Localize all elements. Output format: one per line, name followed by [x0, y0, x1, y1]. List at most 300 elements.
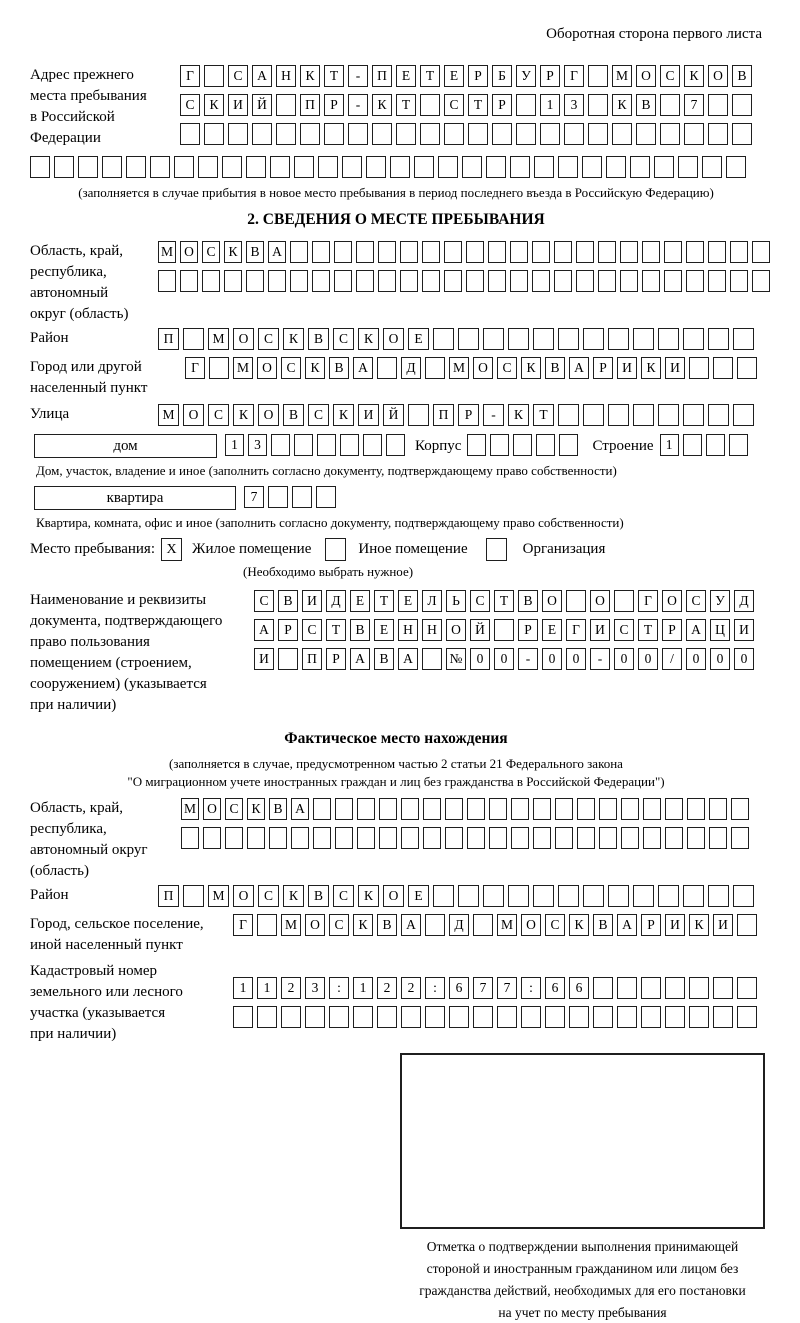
char-cell[interactable]: [158, 270, 176, 292]
char-cell[interactable]: Т: [374, 590, 394, 612]
char-cell[interactable]: [324, 123, 344, 145]
char-cell[interactable]: [752, 270, 770, 292]
char-cell[interactable]: [489, 827, 507, 849]
char-cell[interactable]: Т: [396, 94, 416, 116]
char-cell[interactable]: [246, 270, 264, 292]
char-cell[interactable]: [660, 94, 680, 116]
char-cell[interactable]: №: [446, 648, 466, 670]
char-cell[interactable]: [335, 798, 353, 820]
char-cell[interactable]: [278, 648, 298, 670]
char-cell[interactable]: С: [258, 885, 279, 907]
char-cell[interactable]: [102, 156, 122, 178]
char-cell[interactable]: [444, 123, 464, 145]
char-cell[interactable]: Р: [662, 619, 682, 641]
char-cell[interactable]: Л: [422, 590, 442, 612]
char-cell[interactable]: -: [518, 648, 538, 670]
char-cell[interactable]: [180, 123, 200, 145]
char-cell[interactable]: 0: [710, 648, 730, 670]
char-cell[interactable]: В: [636, 94, 656, 116]
char-cell[interactable]: [408, 404, 429, 426]
char-cell[interactable]: [726, 156, 746, 178]
char-cell[interactable]: [608, 328, 629, 350]
char-cell[interactable]: 0: [494, 648, 514, 670]
char-cell[interactable]: О: [636, 65, 656, 87]
char-cell[interactable]: [400, 241, 418, 263]
char-cell[interactable]: [708, 94, 728, 116]
char-cell[interactable]: [545, 1006, 565, 1028]
char-cell[interactable]: [733, 885, 754, 907]
char-cell[interactable]: К: [358, 328, 379, 350]
char-cell[interactable]: [483, 885, 504, 907]
char-cell[interactable]: А: [401, 914, 421, 936]
char-cell[interactable]: [583, 885, 604, 907]
char-cell[interactable]: Ь: [446, 590, 466, 612]
char-cell[interactable]: [313, 827, 331, 849]
char-cell[interactable]: [414, 156, 434, 178]
char-cell[interactable]: [312, 241, 330, 263]
char-cell[interactable]: [468, 123, 488, 145]
char-cell[interactable]: [555, 798, 573, 820]
char-cell[interactable]: [473, 914, 493, 936]
char-cell[interactable]: [467, 798, 485, 820]
char-cell[interactable]: [357, 827, 375, 849]
char-cell[interactable]: [513, 434, 532, 456]
char-cell[interactable]: [516, 123, 536, 145]
char-cell[interactable]: [422, 270, 440, 292]
char-cell[interactable]: 1: [353, 977, 373, 999]
char-cell[interactable]: [466, 270, 484, 292]
char-cell[interactable]: /: [662, 648, 682, 670]
char-cell[interactable]: [377, 1006, 397, 1028]
char-cell[interactable]: [222, 156, 242, 178]
char-cell[interactable]: [732, 123, 752, 145]
char-cell[interactable]: [462, 156, 482, 178]
char-cell[interactable]: [536, 434, 555, 456]
stay-option-organization-checkbox[interactable]: [486, 538, 507, 561]
char-cell[interactable]: П: [300, 94, 320, 116]
char-cell[interactable]: [386, 434, 405, 456]
char-cell[interactable]: [683, 404, 704, 426]
char-cell[interactable]: М: [449, 357, 469, 379]
char-cell[interactable]: О: [542, 590, 562, 612]
char-cell[interactable]: [608, 885, 629, 907]
char-cell[interactable]: [422, 648, 442, 670]
char-cell[interactable]: С: [228, 65, 248, 87]
char-cell[interactable]: [558, 156, 578, 178]
char-cell[interactable]: С: [329, 914, 349, 936]
char-cell[interactable]: И: [590, 619, 610, 641]
char-cell[interactable]: [225, 827, 243, 849]
char-cell[interactable]: С: [614, 619, 634, 641]
char-cell[interactable]: М: [158, 404, 179, 426]
char-cell[interactable]: [642, 241, 660, 263]
char-cell[interactable]: [270, 156, 290, 178]
stay-option-residential-checkbox[interactable]: X: [161, 538, 182, 561]
char-cell[interactable]: [729, 434, 748, 456]
char-cell[interactable]: [689, 1006, 709, 1028]
char-cell[interactable]: [423, 827, 441, 849]
char-cell[interactable]: [444, 270, 462, 292]
char-cell[interactable]: В: [732, 65, 752, 87]
char-cell[interactable]: Ц: [710, 619, 730, 641]
char-cell[interactable]: [731, 798, 749, 820]
char-cell[interactable]: [731, 827, 749, 849]
char-cell[interactable]: 7: [244, 486, 264, 508]
char-cell[interactable]: [737, 357, 757, 379]
char-cell[interactable]: К: [204, 94, 224, 116]
char-cell[interactable]: Т: [533, 404, 554, 426]
char-cell[interactable]: Б: [492, 65, 512, 87]
char-cell[interactable]: [233, 1006, 253, 1028]
char-cell[interactable]: Т: [494, 590, 514, 612]
char-cell[interactable]: [643, 827, 661, 849]
char-cell[interactable]: [422, 241, 440, 263]
char-cell[interactable]: А: [254, 619, 274, 641]
char-cell[interactable]: Р: [492, 94, 512, 116]
char-cell[interactable]: К: [283, 885, 304, 907]
char-cell[interactable]: [366, 156, 386, 178]
char-cell[interactable]: 0: [470, 648, 490, 670]
char-cell[interactable]: К: [247, 798, 265, 820]
char-cell[interactable]: Н: [398, 619, 418, 641]
char-cell[interactable]: [583, 328, 604, 350]
char-cell[interactable]: [401, 798, 419, 820]
char-cell[interactable]: [534, 156, 554, 178]
char-cell[interactable]: [730, 270, 748, 292]
char-cell[interactable]: С: [258, 328, 279, 350]
char-cell[interactable]: [268, 486, 288, 508]
char-cell[interactable]: П: [302, 648, 322, 670]
char-cell[interactable]: Т: [324, 65, 344, 87]
char-cell[interactable]: О: [383, 328, 404, 350]
char-cell[interactable]: К: [224, 241, 242, 263]
char-cell[interactable]: Р: [278, 619, 298, 641]
char-cell[interactable]: Г: [566, 619, 586, 641]
char-cell[interactable]: [510, 270, 528, 292]
char-cell[interactable]: Г: [185, 357, 205, 379]
char-cell[interactable]: С: [202, 241, 220, 263]
char-cell[interactable]: В: [283, 404, 304, 426]
char-cell[interactable]: [702, 156, 722, 178]
char-cell[interactable]: [678, 156, 698, 178]
char-cell[interactable]: [599, 827, 617, 849]
house-box[interactable]: дом: [34, 434, 217, 458]
char-cell[interactable]: [292, 486, 312, 508]
char-cell[interactable]: В: [518, 590, 538, 612]
char-cell[interactable]: В: [545, 357, 565, 379]
char-cell[interactable]: Е: [408, 328, 429, 350]
char-cell[interactable]: [752, 241, 770, 263]
char-cell[interactable]: А: [268, 241, 286, 263]
char-cell[interactable]: Т: [638, 619, 658, 641]
char-cell[interactable]: [281, 1006, 301, 1028]
char-cell[interactable]: К: [283, 328, 304, 350]
char-cell[interactable]: [294, 156, 314, 178]
char-cell[interactable]: К: [521, 357, 541, 379]
char-cell[interactable]: [608, 404, 629, 426]
char-cell[interactable]: 7: [497, 977, 517, 999]
char-cell[interactable]: М: [208, 328, 229, 350]
char-cell[interactable]: [599, 798, 617, 820]
char-cell[interactable]: Д: [401, 357, 421, 379]
char-cell[interactable]: К: [233, 404, 254, 426]
char-cell[interactable]: У: [710, 590, 730, 612]
stay-option-other-checkbox[interactable]: [325, 538, 346, 561]
char-cell[interactable]: П: [372, 65, 392, 87]
char-cell[interactable]: Й: [470, 619, 490, 641]
char-cell[interactable]: Р: [326, 648, 346, 670]
char-cell[interactable]: [665, 1006, 685, 1028]
char-cell[interactable]: [377, 357, 397, 379]
char-cell[interactable]: [363, 434, 382, 456]
char-cell[interactable]: А: [252, 65, 272, 87]
char-cell[interactable]: [665, 798, 683, 820]
char-cell[interactable]: М: [612, 65, 632, 87]
char-cell[interactable]: [709, 827, 727, 849]
char-cell[interactable]: [445, 798, 463, 820]
char-cell[interactable]: О: [446, 619, 466, 641]
char-cell[interactable]: [126, 156, 146, 178]
char-cell[interactable]: О: [473, 357, 493, 379]
char-cell[interactable]: [689, 977, 709, 999]
char-cell[interactable]: Р: [468, 65, 488, 87]
char-cell[interactable]: -: [590, 648, 610, 670]
char-cell[interactable]: [713, 977, 733, 999]
char-cell[interactable]: Р: [324, 94, 344, 116]
char-cell[interactable]: О: [203, 798, 221, 820]
char-cell[interactable]: [706, 434, 725, 456]
char-cell[interactable]: [290, 241, 308, 263]
char-cell[interactable]: Р: [593, 357, 613, 379]
char-cell[interactable]: Г: [233, 914, 253, 936]
char-cell[interactable]: [396, 123, 416, 145]
char-cell[interactable]: К: [684, 65, 704, 87]
char-cell[interactable]: [732, 94, 752, 116]
char-cell[interactable]: [612, 123, 632, 145]
char-cell[interactable]: А: [291, 798, 309, 820]
char-cell[interactable]: С: [660, 65, 680, 87]
char-cell[interactable]: [433, 885, 454, 907]
char-cell[interactable]: [423, 798, 441, 820]
char-cell[interactable]: [576, 241, 594, 263]
char-cell[interactable]: [318, 156, 338, 178]
char-cell[interactable]: Т: [326, 619, 346, 641]
char-cell[interactable]: О: [662, 590, 682, 612]
char-cell[interactable]: [54, 156, 74, 178]
char-cell[interactable]: [620, 270, 638, 292]
char-cell[interactable]: [316, 486, 336, 508]
char-cell[interactable]: [489, 798, 507, 820]
char-cell[interactable]: Е: [398, 590, 418, 612]
char-cell[interactable]: О: [180, 241, 198, 263]
char-cell[interactable]: [466, 241, 484, 263]
char-cell[interactable]: 0: [542, 648, 562, 670]
char-cell[interactable]: [621, 827, 639, 849]
char-cell[interactable]: М: [497, 914, 517, 936]
char-cell[interactable]: И: [302, 590, 322, 612]
char-cell[interactable]: [617, 1006, 637, 1028]
char-cell[interactable]: [684, 123, 704, 145]
char-cell[interactable]: [425, 914, 445, 936]
char-cell[interactable]: 1: [257, 977, 277, 999]
char-cell[interactable]: [633, 885, 654, 907]
char-cell[interactable]: [510, 156, 530, 178]
char-cell[interactable]: И: [665, 914, 685, 936]
char-cell[interactable]: [438, 156, 458, 178]
char-cell[interactable]: С: [333, 885, 354, 907]
char-cell[interactable]: [614, 590, 634, 612]
char-cell[interactable]: Д: [449, 914, 469, 936]
char-cell[interactable]: В: [269, 798, 287, 820]
char-cell[interactable]: [444, 241, 462, 263]
char-cell[interactable]: [488, 241, 506, 263]
char-cell[interactable]: [554, 241, 572, 263]
char-cell[interactable]: 1: [540, 94, 560, 116]
char-cell[interactable]: [664, 241, 682, 263]
char-cell[interactable]: [683, 328, 704, 350]
char-cell[interactable]: [290, 270, 308, 292]
char-cell[interactable]: Г: [564, 65, 584, 87]
char-cell[interactable]: [617, 977, 637, 999]
char-cell[interactable]: [569, 1006, 589, 1028]
char-cell[interactable]: [467, 827, 485, 849]
char-cell[interactable]: [313, 798, 331, 820]
char-cell[interactable]: :: [329, 977, 349, 999]
char-cell[interactable]: [708, 241, 726, 263]
char-cell[interactable]: [598, 270, 616, 292]
char-cell[interactable]: [425, 1006, 445, 1028]
char-cell[interactable]: [276, 94, 296, 116]
char-cell[interactable]: [372, 123, 392, 145]
char-cell[interactable]: В: [246, 241, 264, 263]
char-cell[interactable]: О: [257, 357, 277, 379]
char-cell[interactable]: Д: [734, 590, 754, 612]
char-cell[interactable]: [348, 123, 368, 145]
char-cell[interactable]: [312, 270, 330, 292]
char-cell[interactable]: [633, 404, 654, 426]
char-cell[interactable]: [686, 270, 704, 292]
char-cell[interactable]: [713, 1006, 733, 1028]
char-cell[interactable]: У: [516, 65, 536, 87]
char-cell[interactable]: Е: [396, 65, 416, 87]
char-cell[interactable]: [497, 1006, 517, 1028]
char-cell[interactable]: [713, 357, 733, 379]
char-cell[interactable]: В: [593, 914, 613, 936]
char-cell[interactable]: [420, 94, 440, 116]
char-cell[interactable]: [508, 885, 529, 907]
char-cell[interactable]: В: [308, 885, 329, 907]
char-cell[interactable]: О: [183, 404, 204, 426]
char-cell[interactable]: А: [617, 914, 637, 936]
char-cell[interactable]: [641, 977, 661, 999]
char-cell[interactable]: [630, 156, 650, 178]
char-cell[interactable]: [203, 827, 221, 849]
char-cell[interactable]: [334, 270, 352, 292]
char-cell[interactable]: [555, 827, 573, 849]
char-cell[interactable]: [576, 270, 594, 292]
char-cell[interactable]: [294, 434, 313, 456]
char-cell[interactable]: [658, 404, 679, 426]
char-cell[interactable]: Н: [276, 65, 296, 87]
char-cell[interactable]: [665, 827, 683, 849]
char-cell[interactable]: [291, 827, 309, 849]
char-cell[interactable]: В: [377, 914, 397, 936]
char-cell[interactable]: К: [333, 404, 354, 426]
char-cell[interactable]: К: [358, 885, 379, 907]
char-cell[interactable]: Т: [468, 94, 488, 116]
char-cell[interactable]: Г: [180, 65, 200, 87]
char-cell[interactable]: Е: [350, 590, 370, 612]
char-cell[interactable]: [533, 885, 554, 907]
char-cell[interactable]: И: [617, 357, 637, 379]
char-cell[interactable]: К: [689, 914, 709, 936]
char-cell[interactable]: [445, 827, 463, 849]
char-cell[interactable]: И: [358, 404, 379, 426]
char-cell[interactable]: [577, 798, 595, 820]
char-cell[interactable]: 7: [473, 977, 493, 999]
char-cell[interactable]: [708, 270, 726, 292]
char-cell[interactable]: 1: [233, 977, 253, 999]
char-cell[interactable]: [708, 404, 729, 426]
char-cell[interactable]: [198, 156, 218, 178]
char-cell[interactable]: К: [300, 65, 320, 87]
char-cell[interactable]: П: [158, 328, 179, 350]
char-cell[interactable]: К: [612, 94, 632, 116]
char-cell[interactable]: [449, 1006, 469, 1028]
char-cell[interactable]: [733, 404, 754, 426]
char-cell[interactable]: 0: [686, 648, 706, 670]
char-cell[interactable]: :: [521, 977, 541, 999]
char-cell[interactable]: [305, 1006, 325, 1028]
char-cell[interactable]: В: [308, 328, 329, 350]
char-cell[interactable]: М: [208, 885, 229, 907]
char-cell[interactable]: [357, 798, 375, 820]
char-cell[interactable]: [483, 328, 504, 350]
apartment-box[interactable]: квартира: [34, 486, 236, 510]
char-cell[interactable]: [683, 885, 704, 907]
char-cell[interactable]: [271, 434, 290, 456]
char-cell[interactable]: [660, 123, 680, 145]
char-cell[interactable]: 2: [281, 977, 301, 999]
char-cell[interactable]: 6: [449, 977, 469, 999]
char-cell[interactable]: [554, 270, 572, 292]
char-cell[interactable]: [247, 827, 265, 849]
char-cell[interactable]: С: [444, 94, 464, 116]
char-cell[interactable]: [708, 328, 729, 350]
char-cell[interactable]: П: [158, 885, 179, 907]
char-cell[interactable]: [340, 434, 359, 456]
char-cell[interactable]: [533, 827, 551, 849]
char-cell[interactable]: [540, 123, 560, 145]
char-cell[interactable]: П: [433, 404, 454, 426]
char-cell[interactable]: [508, 328, 529, 350]
char-cell[interactable]: [228, 123, 248, 145]
char-cell[interactable]: С: [333, 328, 354, 350]
char-cell[interactable]: [532, 241, 550, 263]
char-cell[interactable]: [224, 270, 242, 292]
char-cell[interactable]: 0: [566, 648, 586, 670]
char-cell[interactable]: [353, 1006, 373, 1028]
char-cell[interactable]: [204, 123, 224, 145]
char-cell[interactable]: Г: [638, 590, 658, 612]
char-cell[interactable]: О: [590, 590, 610, 612]
char-cell[interactable]: Р: [458, 404, 479, 426]
char-cell[interactable]: [183, 328, 204, 350]
char-cell[interactable]: [636, 123, 656, 145]
char-cell[interactable]: [709, 798, 727, 820]
char-cell[interactable]: [204, 65, 224, 87]
char-cell[interactable]: [317, 434, 336, 456]
